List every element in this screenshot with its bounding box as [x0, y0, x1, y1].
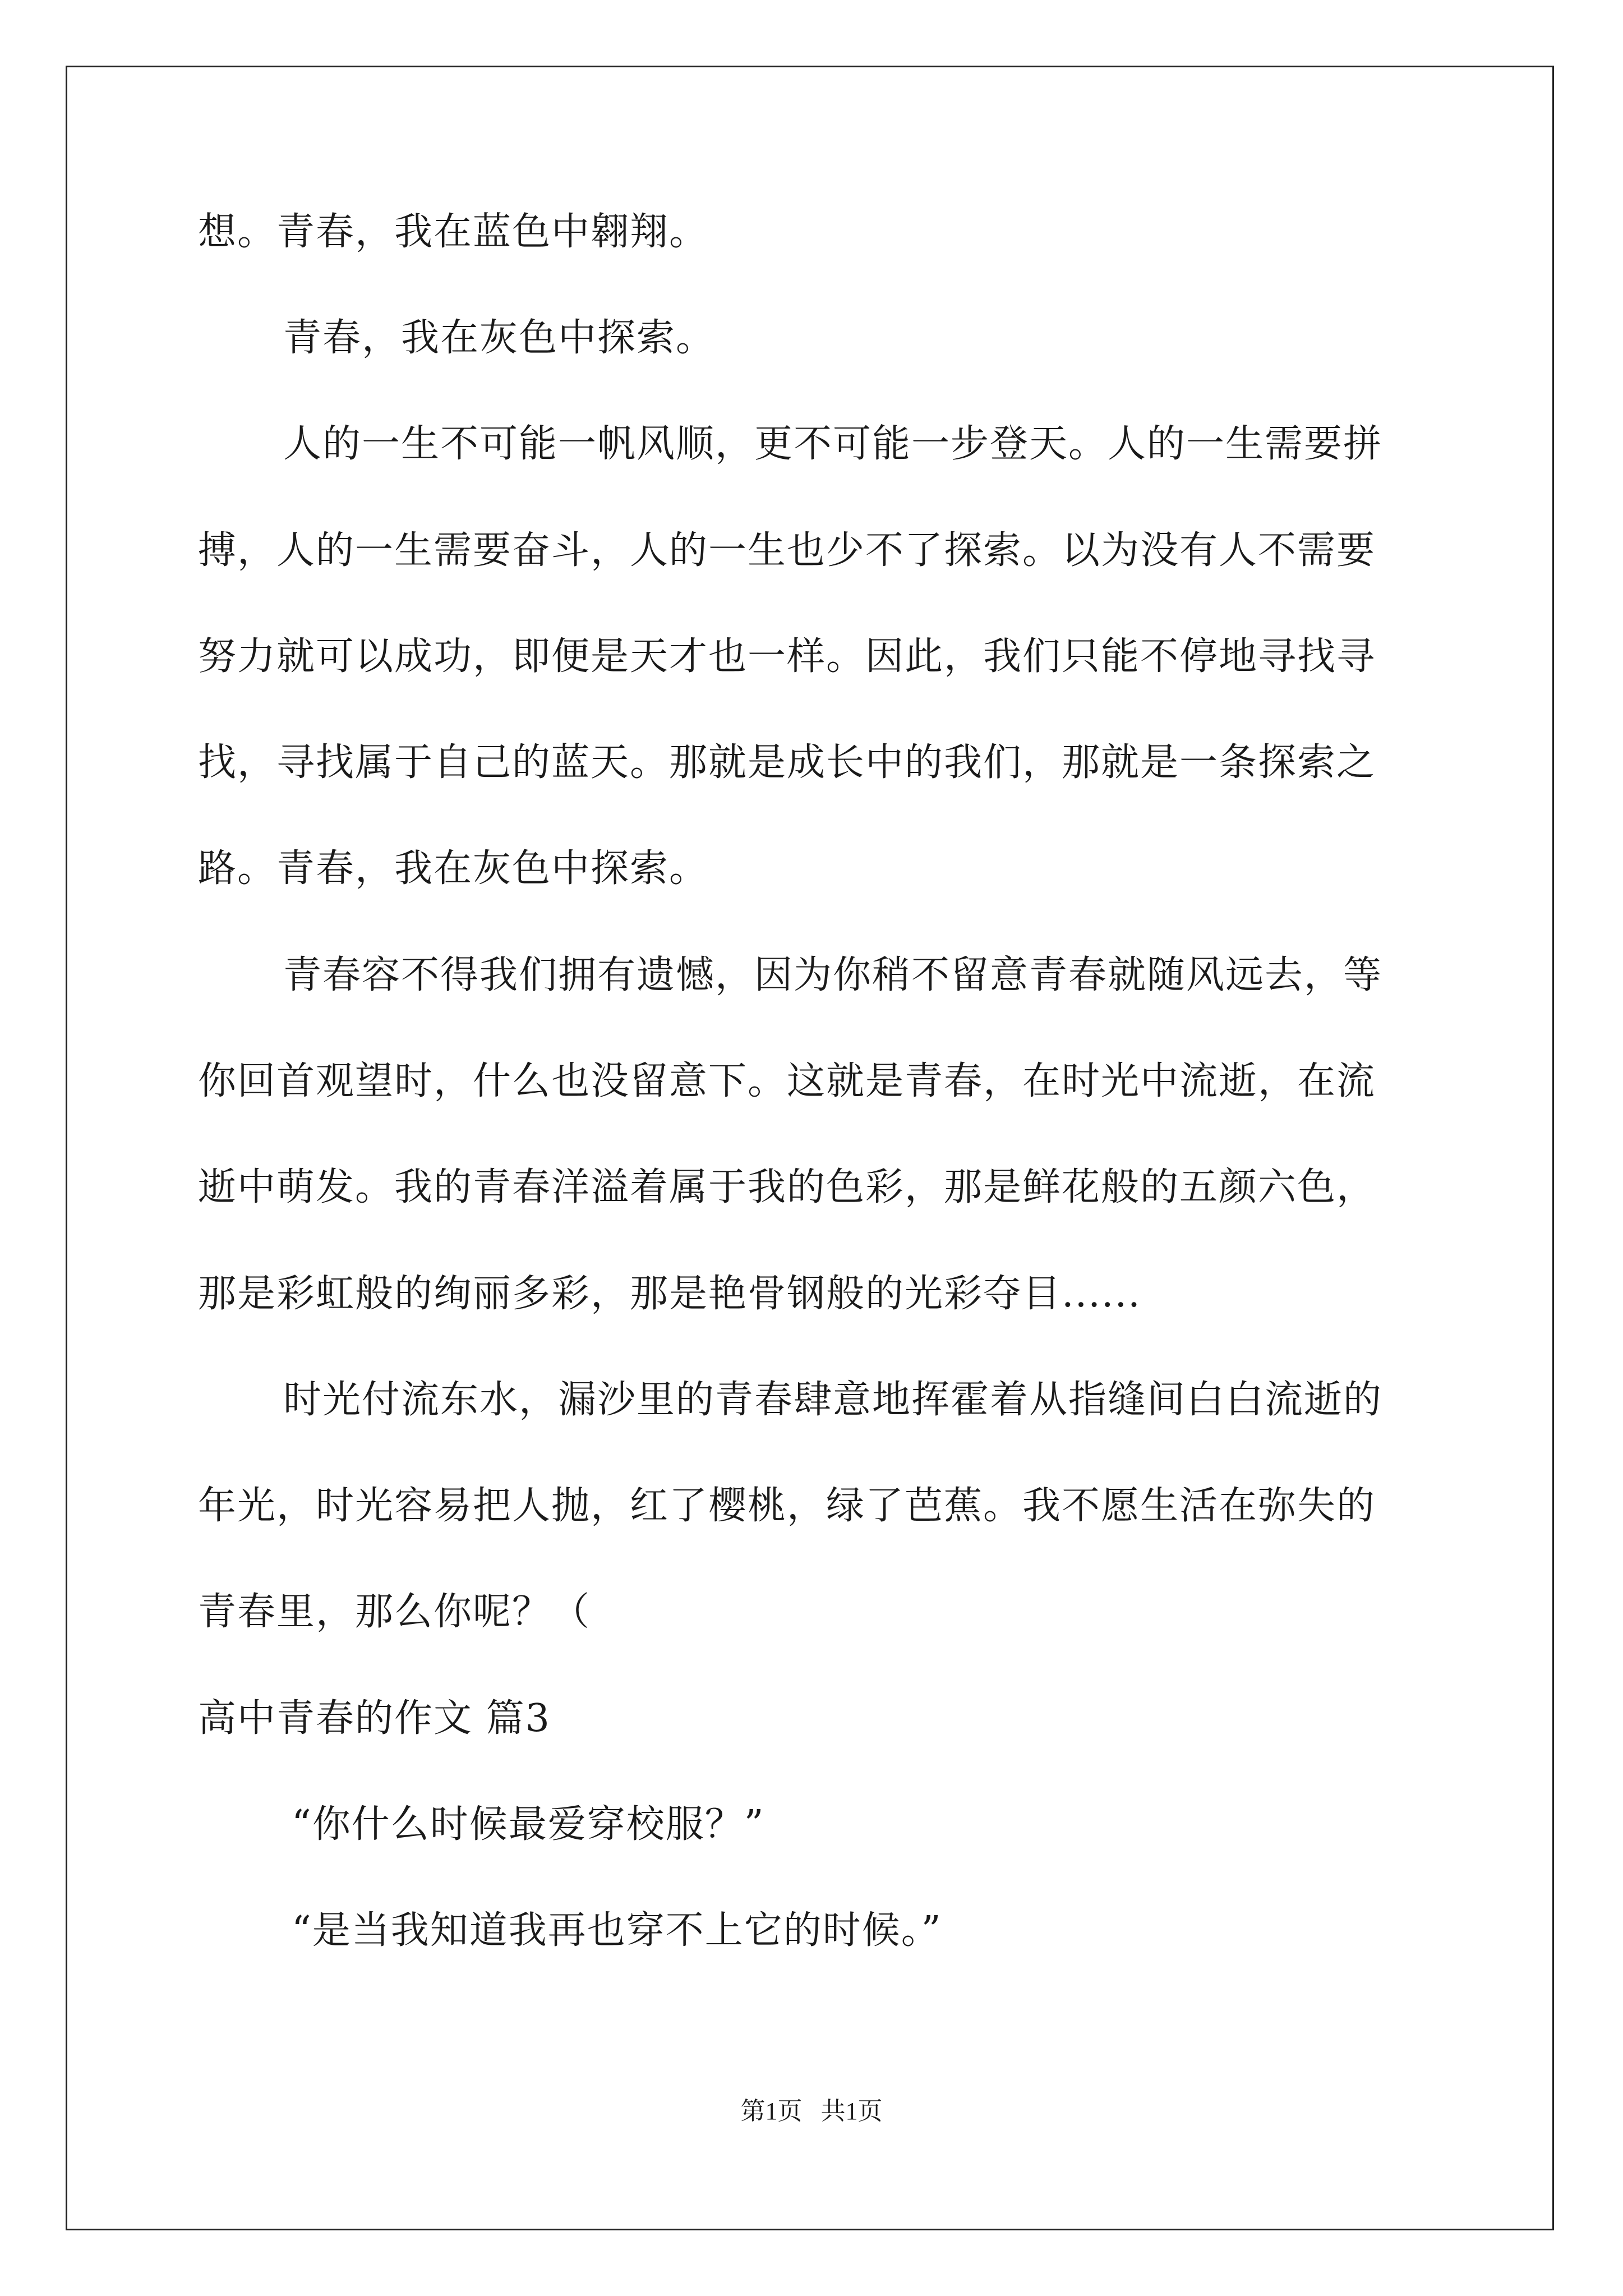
- text-line: 搏，人的一生需要奋斗，人的一生也少不了探索。以为没有人不需要: [198, 528, 1376, 573]
- text-line: 年光，时光容易把人抛，红了樱桃，绿了芭蕉。我不愿生活在弥失的: [198, 1484, 1376, 1528]
- text-line: 想。青春，我在蓝色中翱翔。: [198, 210, 709, 254]
- text-line: 人的一生不可能一帆风顺，更不可能一步登天。人的一生需要拼: [283, 422, 1383, 466]
- text-line: 找，寻找属于自己的蓝天。那就是成长中的我们，那就是一条探索之: [198, 740, 1376, 785]
- text-line: “是当我知道我再也穿不上它的时候。”: [292, 1908, 942, 1953]
- page-footer: 第1页 共1页: [740, 2097, 883, 2125]
- text-line: 青春里，那么你呢？（: [198, 1590, 591, 1634]
- section-heading: 高中青春的作文 篇3: [198, 1696, 551, 1741]
- text-line: 那是彩虹般的绚丽多彩，那是艳骨钢般的光彩夺目......: [198, 1272, 1141, 1316]
- text-line: 路。青春，我在灰色中探索。: [198, 846, 709, 891]
- text-line: 时光付流东水，漏沙里的青春肆意地挥霍着从指缝间白白流逝的: [283, 1378, 1383, 1422]
- text-line: 青春容不得我们拥有遗憾，因为你稍不留意青春就随风远去，等: [283, 953, 1383, 997]
- text-line: 逝中萌发。我的青春洋溢着属于我的色彩，那是鲜花般的五颜六色，: [198, 1165, 1376, 1209]
- text-line: 努力就可以成功，即便是天才也一样。因此，我们只能不停地寻找寻: [198, 634, 1376, 679]
- text-line: “你什么时候最爱穿校服？”: [292, 1802, 765, 1847]
- text-line: 你回首观望时，什么也没留意下。这就是青春，在时光中流逝，在流: [198, 1059, 1376, 1103]
- text-line: 青春，我在灰色中探索。: [283, 316, 716, 360]
